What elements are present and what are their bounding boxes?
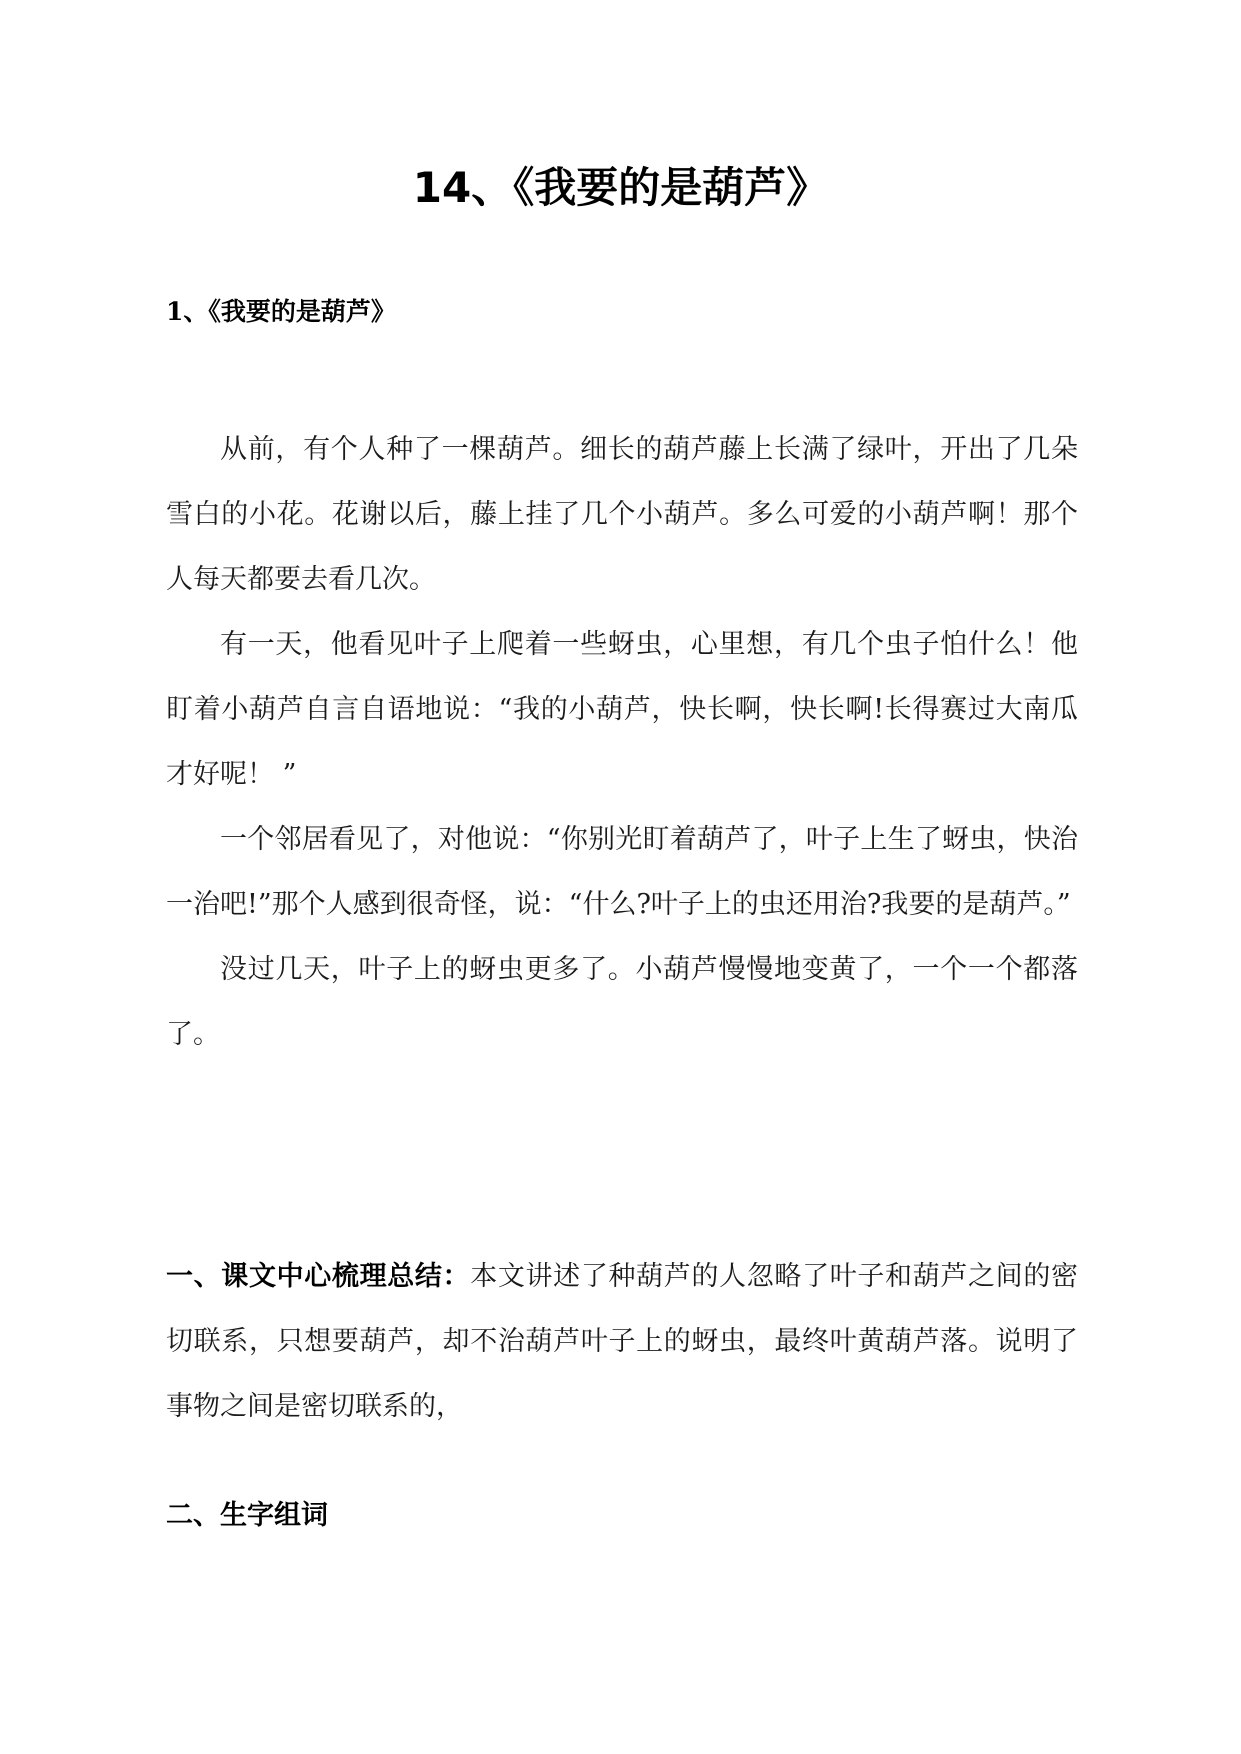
story-paragraph-1: 从前，有个人种了一棵葫芦。细长的葫芦藤上长满了绿叶，开出了几朵雪白的小花。花谢以后，藤上挂了几个小葫芦。多么可爱的小葫芦啊！那个人每天都要去看几次。 xyxy=(166,434,1078,595)
summary-text: 本文讲述了种葫芦的人忽略了叶子和葫芦之间的密切联系，只想要葫芦，却不治葫芦叶子上的蚜虫，最终叶黄葫芦落。说明了事物之间是密切联系的， xyxy=(166,1261,1078,1422)
story-text xyxy=(166,417,1078,1067)
summary-label: 一、课文中心梳理总结： xyxy=(166,1261,471,1292)
summary-paragraph xyxy=(166,1244,1078,1439)
story-paragraph-4: 没过几天，叶子上的蚜虫更多了。小葫芦慢慢地变黄了，一个一个都落了。 xyxy=(166,954,1078,1050)
story-paragraph-3: 一个邻居看见了，对他说：“你别光盯着葫芦了，叶子上生了蚜虫，快治一治吧!”那个人感到很奇怪，说：“什么?叶子上的虫还用治?我要的是葫芦。” xyxy=(166,824,1078,920)
document-title: 14、《我要的是葫芦》 xyxy=(412,163,829,212)
story-paragraph-2: 有一天，他看见叶子上爬着一些蚜虫，心里想，有几个虫子怕什么！他盯着小葫芦自言自语地说：“我的小葫芦，快长啊，快长啊!长得赛过大南瓜才好呢！ ” xyxy=(166,629,1078,790)
lesson-subheading: 1、《我要的是葫芦》 xyxy=(166,297,396,326)
vocabulary-section-heading: 二、生字组词 xyxy=(166,1500,328,1531)
